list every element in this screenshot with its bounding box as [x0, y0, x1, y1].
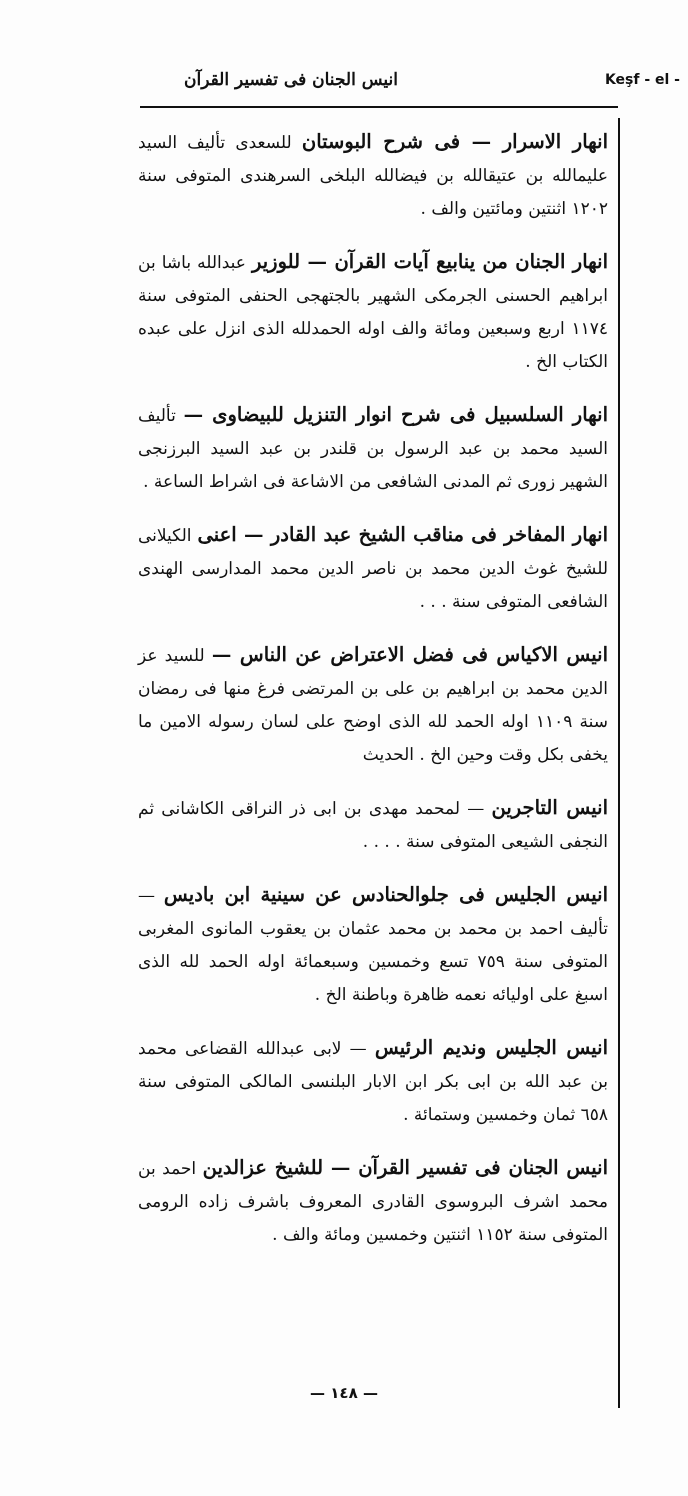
entry [138, 791, 608, 859]
entry-title: انهار الجنان من ينابيع آيات القرآن — للوزير [252, 250, 608, 273]
entry-body: عبدالله باشا بن ابراهيم الحسنى الجرمكى الشهير بالجتهجى الحنفى المتوفى سنة ١١٧٤ اربع وسبعين ومائة والف اوله الحمدلله الذى انزل على عبده الكتاب الخ . [138, 253, 608, 372]
entry-title: انهار الاسرار — فى شرح البوستان [301, 130, 608, 153]
entry-body: — تأليف احمد بن محمد بن محمد عثمان بن يعقوب المانوى المغربى المتوفى سنة ٧٥٩ تسع وخمسين وسبعمائة اوله الحمد لله الذى اسبغ على اوليائه نعمه ظاهرة وباطنة الخ . [138, 886, 608, 1005]
entry [138, 398, 608, 499]
entry-body: — لمحمد مهدى بن ابى ذر النراقى الكاشانى ثم النجفى الشيعى المتوفى سنة . . . . [138, 799, 608, 852]
page-number: — ١٤٨ — [310, 1384, 378, 1402]
margin-rule [618, 118, 620, 1408]
entry-body: للسعدى تأليف السيد عليمالله بن عتيقالله بن فيضالله البلخى السرهندى المتوفى سنة ١٢٠٢ اثنتين ومائتين والف . [138, 133, 608, 219]
entry-title: انيس الاكياس فى فضل الاعتراض عن الناس — [211, 643, 609, 666]
entry [138, 518, 608, 619]
entry-body: احمد بن محمد اشرف البروسوى القادرى المعروف باشرف زاده الرومى المتوفى سنة ١١٥٢ اثنتين وخمسين ومائة والف . [138, 1159, 608, 1245]
entry-title: انيس الجنان فى تفسير القرآن — للشيخ عزالدين [202, 1156, 609, 1179]
entry [138, 245, 608, 379]
running-title: انيس الجنان فى تفسير القرآن [184, 70, 398, 90]
entry-body: — لابى عبدالله القضاعى محمد بن عبد الله بن ابى بكر ابن الابار البلنسى المالكى المتوفى سنة ٦٥٨ ثمان وخمسين وستمائة . [138, 1039, 608, 1125]
keyword-label: Keşf - el - [604, 72, 680, 88]
entry [138, 638, 608, 772]
entry-body: تأليف السيد محمد بن عبد الرسول بن قلندر بن عبد السيد البرزنجى الشهير زورى ثم المدنى الشافعى من الاشاعة فى اشراط الساعة . [138, 406, 608, 492]
entry-title: انيس الجليس ونديم الرئيس [374, 1036, 608, 1059]
entry-title: انهار المفاخر فى مناقب الشيخ عبد القادر — اعنى [197, 523, 608, 546]
entry-title: انيس التاجرين [491, 796, 608, 819]
entry [138, 1031, 608, 1132]
entry [138, 878, 608, 1012]
entry-body: الكيلانى للشيخ غوث الدين محمد بن ناصر الدين محمد المدارسى الهندى الشافعى المتوفى سنة . . . [138, 526, 608, 612]
entries-column [138, 125, 608, 1271]
entry-title: انيس الجليس فى جلوالحنادس عن سينية ابن باديس [163, 883, 608, 906]
page-header [140, 68, 680, 100]
entry-body: للسيد عز الدين محمد بن ابراهيم بن على بن المرتضى فرغ منها فى رمضان سنة ١١٠٩ اوله الحمد لله الذى اوضح على لسان رسوله الامين ما يخفى بكل وقت وحين الخ . الحديث [138, 646, 608, 765]
entry [138, 1151, 608, 1252]
header-rule [140, 106, 618, 108]
entry-title: انهار السلسبيل فى شرح انوار التنزيل للبيضاوى — [183, 403, 608, 426]
entry [138, 125, 608, 226]
